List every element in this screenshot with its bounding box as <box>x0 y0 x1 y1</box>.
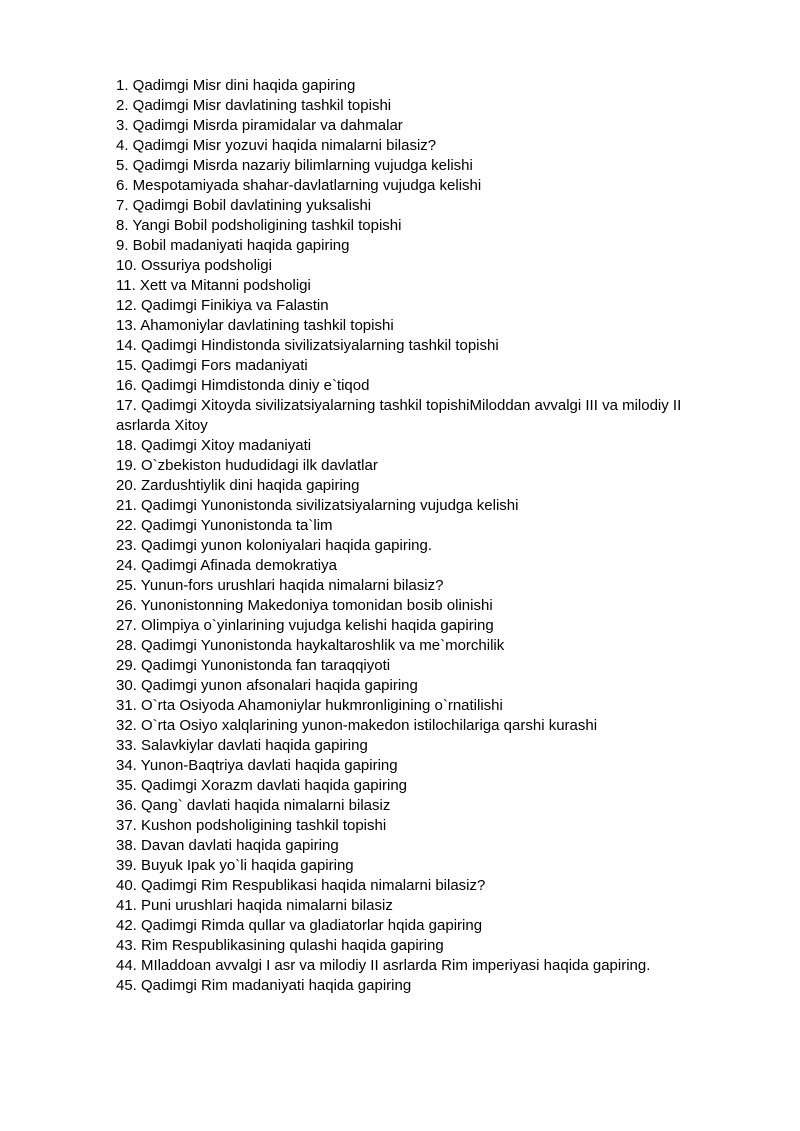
question-item: 29. Qadimgi Yunonistonda fan taraqqiyoti <box>116 657 391 674</box>
question-item: 27. Olimpiya o`yinlarining vujudga kelishi haqida gapiring <box>116 617 494 634</box>
question-item: 40. Qadimgi Rim Respublikasi haqida nimalarni bilasiz? <box>116 877 486 894</box>
question-item: 31. O`rta Osiyoda Ahamoniylar hukmronligining o`rnatilishi <box>116 697 503 714</box>
question-item: 12. Qadimgi Finikiya va Falastin <box>116 297 329 314</box>
question-item: 42. Qadimgi Rimda qullar va gladiatorlar hqida gapiring <box>116 917 483 934</box>
question-item: 43. Rim Respublikasining qulashi haqida gapiring <box>116 937 444 954</box>
question-item: 22. Qadimgi Yunonistonda ta`lim <box>116 517 333 534</box>
question-item: 30. Qadimgi yunon afsonalari haqida gapiring <box>116 677 418 694</box>
question-item: 6. Mespotamiyada shahar-davlatlarning vujudga kelishi <box>116 177 482 194</box>
question-item: 4. Qadimgi Misr yozuvi haqida nimalarni bilasiz? <box>116 137 437 154</box>
question-item: 37. Kushon podsholigining tashkil topishi <box>116 817 387 834</box>
question-item: 1. Qadimgi Misr dini haqida gapiring <box>116 77 356 94</box>
question-item: 26. Yunonistonning Makedoniya tomonidan bosib olinishi <box>116 597 493 614</box>
question-item: 41. Puni urushlari haqida nimalarni bilasiz <box>116 897 393 914</box>
question-item: 33. Salavkiylar davlati haqida gapiring <box>116 737 368 754</box>
question-item: 16. Qadimgi Himdistonda diniy e`tiqod <box>116 377 370 394</box>
question-item: 17. Qadimgi Xitoyda sivilizatsiyalarning tashkil topishiMiloddan avvalgi III va milodiy II asrlarda Xitoy <box>116 397 682 434</box>
question-item: 5. Qadimgi Misrda nazariy bilimlarning vujudga kelishi <box>116 157 473 174</box>
question-item: 8. Yangi Bobil podsholigining tashkil topishi <box>116 217 402 234</box>
question-item: 13. Ahamoniylar davlatining tashkil topishi <box>116 317 394 334</box>
question-item: 11. Xett va Mitanni podsholigi <box>116 277 311 294</box>
question-item: 23. Qadimgi yunon koloniyalari haqida gapiring. <box>116 537 433 554</box>
question-item: 38. Davan davlati haqida gapiring <box>116 837 339 854</box>
question-item: 25. Yunun-fors urushlari haqida nimalarni bilasiz? <box>116 577 444 594</box>
question-item: 35. Qadimgi Xorazm davlati haqida gapiring <box>116 777 407 794</box>
question-item: 7. Qadimgi Bobil davlatining yuksalishi <box>116 197 372 214</box>
question-item: 28. Qadimgi Yunonistonda haykaltaroshlik va me`morchilik <box>116 637 505 654</box>
question-item: 18. Qadimgi Xitoy madaniyati <box>116 437 312 454</box>
question-item: 2. Qadimgi Misr davlatining tashkil topishi <box>116 97 392 114</box>
question-item: 24. Qadimgi Afinada demokratiya <box>116 557 337 574</box>
question-item: 21. Qadimgi Yunonistonda sivilizatsiyalarning vujudga kelishi <box>116 497 519 514</box>
question-item: 20. Zardushtiylik dini haqida gapiring <box>116 477 360 494</box>
question-item: 36. Qang` davlati haqida nimalarni bilasiz <box>116 797 391 814</box>
question-item: 15. Qadimgi Fors madaniyati <box>116 357 308 374</box>
question-item: 14. Qadimgi Hindistonda sivilizatsiyalarning tashkil topishi <box>116 337 499 354</box>
question-item: 39. Buyuk Ipak yo`li haqida gapiring <box>116 857 354 874</box>
question-item: 19. O`zbekiston hududidagi ilk davlatlar <box>116 457 378 474</box>
question-list <box>116 76 736 996</box>
question-item: 45. Qadimgi Rim madaniyati haqida gapiring <box>116 977 412 994</box>
question-item: 10. Ossuriya podsholigi <box>116 257 272 274</box>
question-item: 44. MIladdoan avvalgi I asr va milodiy II asrlarda Rim imperiyasi haqida gapiring. <box>116 957 651 974</box>
question-item: 34. Yunon-Baqtriya davlati haqida gapiring <box>116 757 398 774</box>
question-item: 9. Bobil madaniyati haqida gapiring <box>116 237 350 254</box>
question-item: 3. Qadimgi Misrda piramidalar va dahmalar <box>116 117 403 134</box>
question-item: 32. O`rta Osiyo xalqlarining yunon-makedon istilochilariga qarshi kurashi <box>116 717 598 734</box>
